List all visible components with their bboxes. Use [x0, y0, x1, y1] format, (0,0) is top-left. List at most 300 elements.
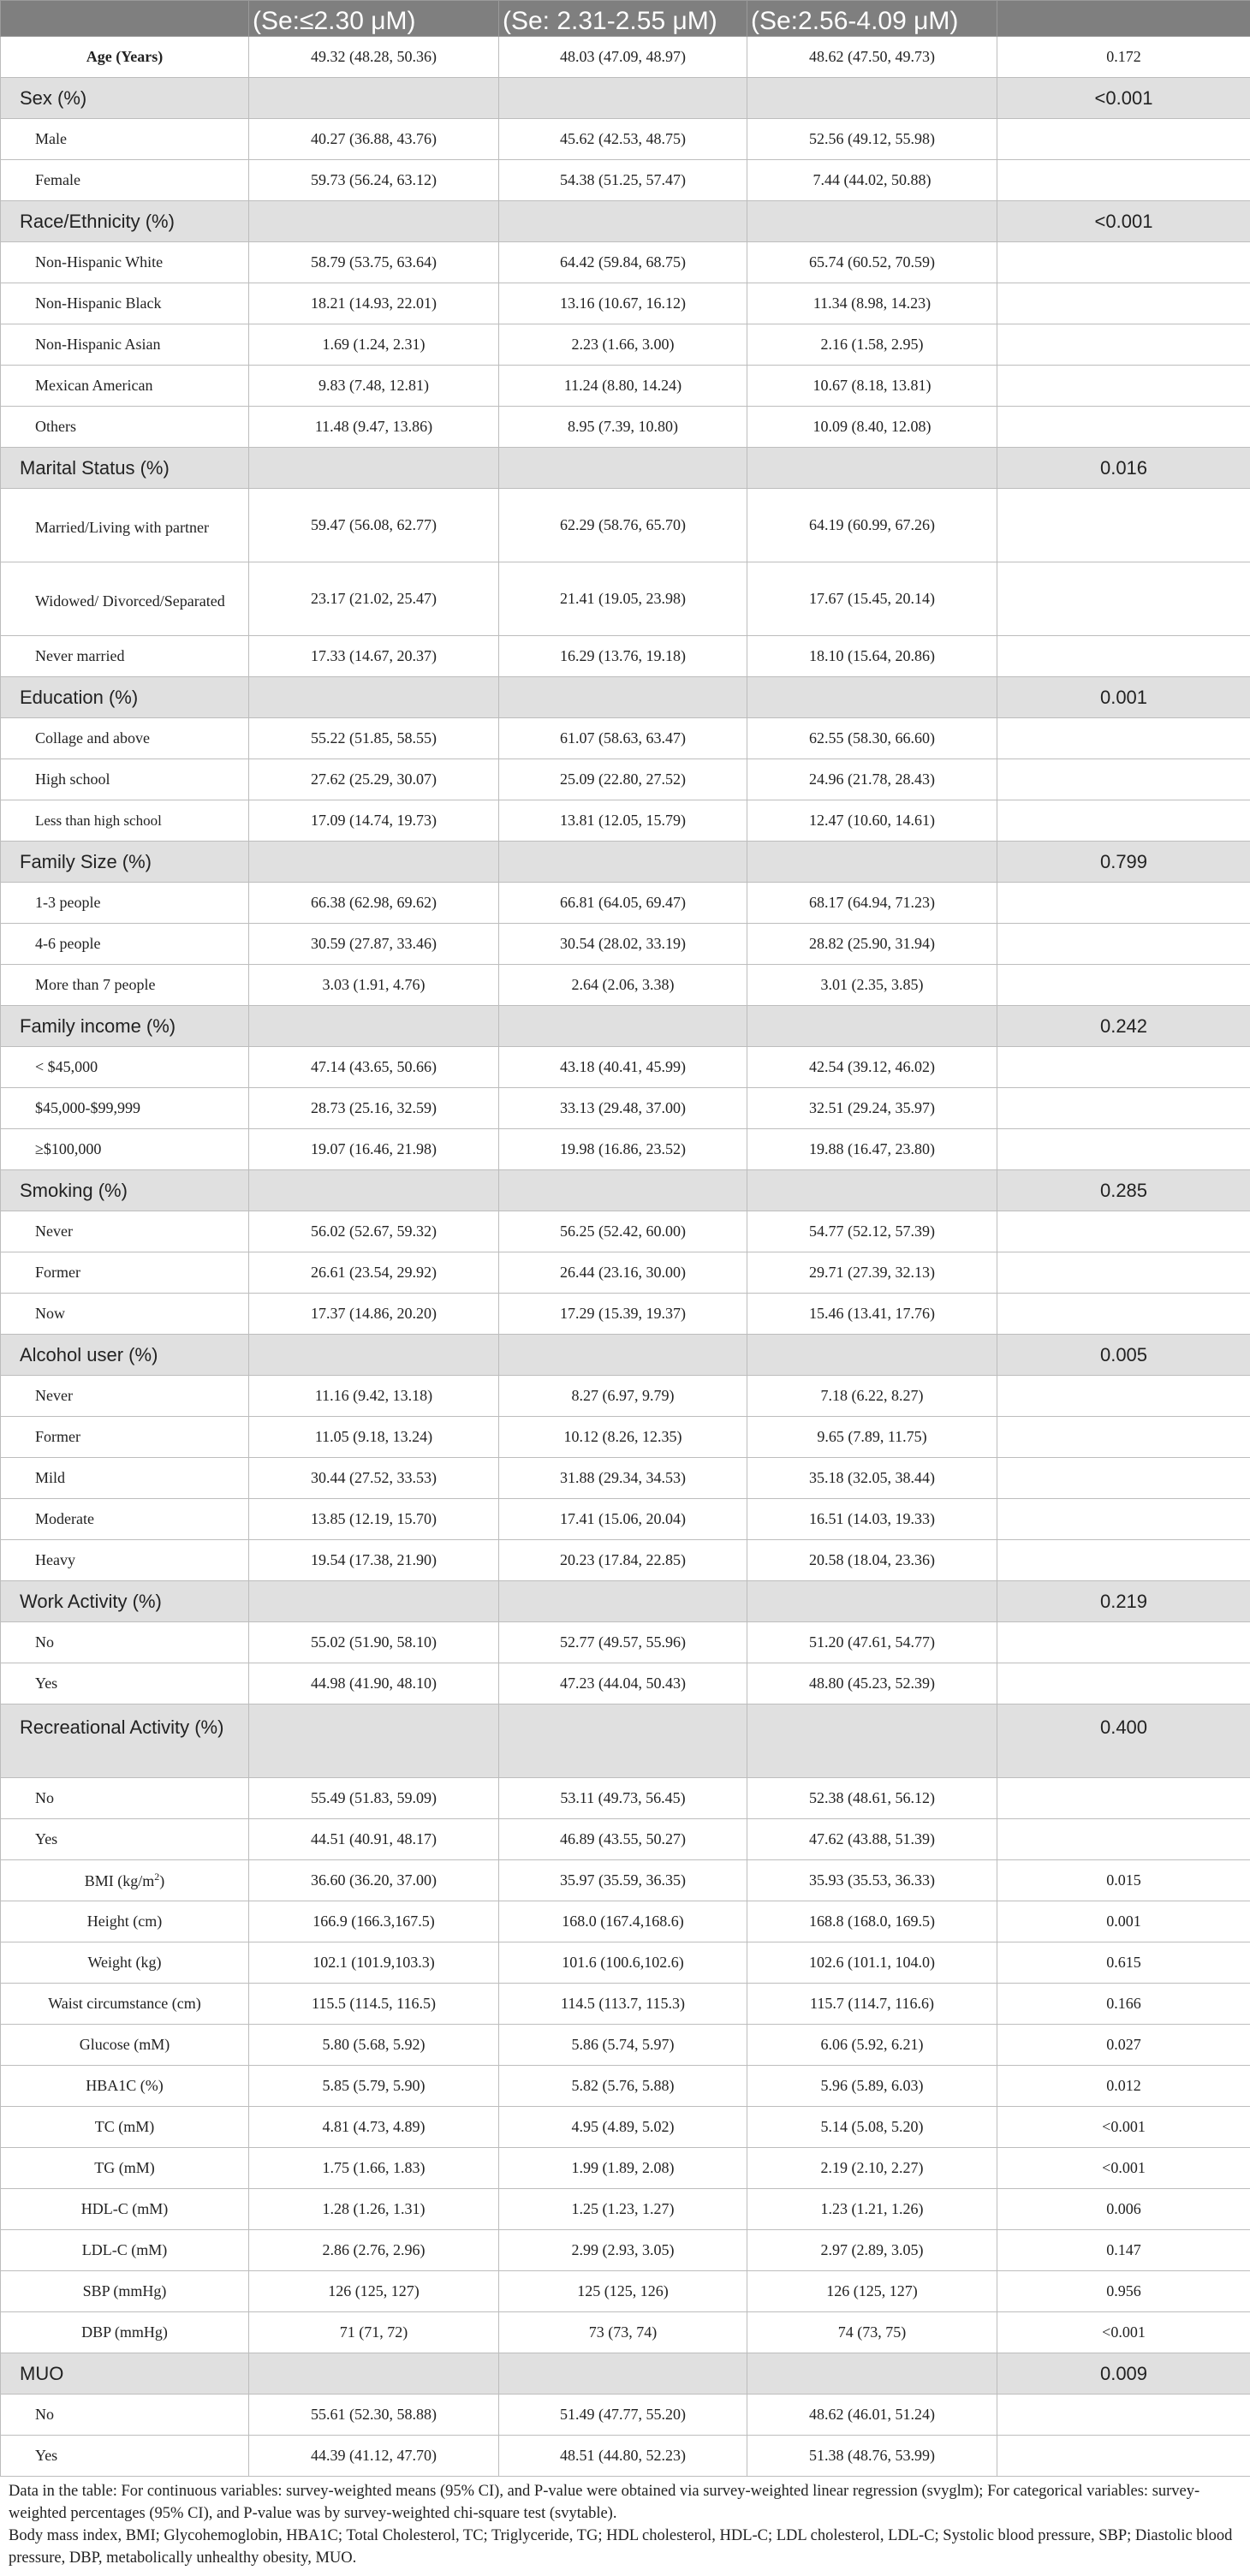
- row-label: Never married: [1, 636, 249, 677]
- table-row: [1, 2230, 1250, 2271]
- row-label: MUO: [1, 2353, 249, 2395]
- p-value: 0.147: [997, 2230, 1250, 2271]
- value-group-2: 61.07 (58.63, 63.47): [499, 718, 747, 759]
- row-label: Former: [1, 1417, 249, 1458]
- empty-cell: [249, 2353, 499, 2395]
- value-group-1: 47.14 (43.65, 50.66): [249, 1047, 499, 1088]
- row-label: DBP (mmHg): [1, 2312, 249, 2353]
- value-group-3: 7.18 (6.22, 8.27): [747, 1376, 997, 1417]
- value-group-3: 65.74 (60.52, 70.59): [747, 242, 997, 283]
- empty-cell: [747, 677, 997, 718]
- p-value: 0.001: [997, 1901, 1250, 1942]
- value-group-2: 66.81 (64.05, 69.47): [499, 883, 747, 924]
- p-value: [997, 489, 1250, 562]
- empty-cell: [499, 1006, 747, 1047]
- empty-cell: [747, 1335, 997, 1376]
- empty-cell: [499, 842, 747, 883]
- header-cell-p: [997, 1, 1250, 37]
- empty-cell: [499, 1335, 747, 1376]
- row-label: No: [1, 2395, 249, 2436]
- value-group-1: 55.49 (51.83, 59.09): [249, 1778, 499, 1819]
- empty-cell: [747, 1581, 997, 1622]
- value-group-2: 33.13 (29.48, 37.00): [499, 1088, 747, 1129]
- value-group-1: 58.79 (53.75, 63.64): [249, 242, 499, 283]
- value-group-2: 168.0 (167.4,168.6): [499, 1901, 747, 1942]
- value-group-2: 101.6 (100.6,102.6): [499, 1942, 747, 1984]
- p-value: 0.001: [997, 677, 1250, 718]
- row-label: Sex (%): [1, 78, 249, 119]
- value-group-2: 73 (73, 74): [499, 2312, 747, 2353]
- row-label: No: [1, 1778, 249, 1819]
- empty-cell: [499, 201, 747, 242]
- row-label: Yes: [1, 2436, 249, 2477]
- p-value: [997, 1819, 1250, 1860]
- table-row: [1, 562, 1250, 636]
- value-group-1: 71 (71, 72): [249, 2312, 499, 2353]
- row-label: HDL-C (mM): [1, 2189, 249, 2230]
- p-value: 0.285: [997, 1170, 1250, 1211]
- value-group-1: 4.81 (4.73, 4.89): [249, 2107, 499, 2148]
- header-cell-group-1: [249, 1, 499, 37]
- p-value: 0.242: [997, 1006, 1250, 1047]
- table-row: [1, 1252, 1250, 1294]
- value-group-3: 12.47 (10.60, 14.61): [747, 800, 997, 842]
- table-row: [1, 119, 1250, 160]
- value-group-1: 59.47 (56.08, 62.77): [249, 489, 499, 562]
- empty-cell: [249, 78, 499, 119]
- value-group-2: 45.62 (42.53, 48.75): [499, 119, 747, 160]
- p-value: [997, 283, 1250, 324]
- value-group-3: 1.23 (1.21, 1.26): [747, 2189, 997, 2230]
- value-group-1: 126 (125, 127): [249, 2271, 499, 2312]
- table-row: [1, 1540, 1250, 1581]
- p-value: [997, 1252, 1250, 1294]
- value-group-2: 56.25 (52.42, 60.00): [499, 1211, 747, 1252]
- value-group-2: 54.38 (51.25, 57.47): [499, 160, 747, 201]
- table-row: [1, 1663, 1250, 1704]
- value-group-3: 7.44 (44.02, 50.88): [747, 160, 997, 201]
- value-group-3: 10.09 (8.40, 12.08): [747, 407, 997, 448]
- header-cell-group-3: [747, 1, 997, 37]
- row-label: Work Activity (%): [1, 1581, 249, 1622]
- table-row: [1, 1942, 1250, 1984]
- value-group-2: 125 (125, 126): [499, 2271, 747, 2312]
- value-group-3: 17.67 (15.45, 20.14): [747, 562, 997, 636]
- value-group-3: 24.96 (21.78, 28.43): [747, 759, 997, 800]
- value-group-2: 5.86 (5.74, 5.97): [499, 2025, 747, 2066]
- row-label: Less than high school: [1, 800, 249, 842]
- value-group-2: 5.82 (5.76, 5.88): [499, 2066, 747, 2107]
- table-row: [1, 718, 1250, 759]
- empty-cell: [249, 842, 499, 883]
- value-group-3: 16.51 (14.03, 19.33): [747, 1499, 997, 1540]
- p-value: [997, 1088, 1250, 1129]
- value-group-1: 18.21 (14.93, 22.01): [249, 283, 499, 324]
- empty-cell: [499, 1581, 747, 1622]
- value-group-3: 32.51 (29.24, 35.97): [747, 1088, 997, 1129]
- header-group-2-label: (Se: 2.31-2.55 μM): [503, 7, 717, 35]
- empty-cell: [249, 201, 499, 242]
- table-row: [1, 1129, 1250, 1170]
- row-label: TG (mM): [1, 2148, 249, 2189]
- table-row: [1, 1211, 1250, 1252]
- section-row: [1, 842, 1250, 883]
- p-value: 0.400: [997, 1704, 1250, 1778]
- value-group-3: 52.56 (49.12, 55.98): [747, 119, 997, 160]
- p-value: <0.001: [997, 78, 1250, 119]
- row-label: Yes: [1, 1819, 249, 1860]
- value-group-3: 2.19 (2.10, 2.27): [747, 2148, 997, 2189]
- value-group-2: 8.27 (6.97, 9.79): [499, 1376, 747, 1417]
- header-cell-group-2: [499, 1, 747, 37]
- row-label: Mexican American: [1, 366, 249, 407]
- value-group-3: 2.97 (2.89, 3.05): [747, 2230, 997, 2271]
- section-row: [1, 2353, 1250, 2395]
- row-label: Others: [1, 407, 249, 448]
- section-row: [1, 677, 1250, 718]
- header-group-3-label: (Se:2.56-4.09 μM): [751, 7, 959, 35]
- p-value: [997, 562, 1250, 636]
- value-group-2: 47.23 (44.04, 50.43): [499, 1663, 747, 1704]
- p-value: 0.219: [997, 1581, 1250, 1622]
- value-group-1: 1.69 (1.24, 2.31): [249, 324, 499, 366]
- empty-cell: [249, 1581, 499, 1622]
- row-label: Smoking (%): [1, 1170, 249, 1211]
- row-label: Glucose (mM): [1, 2025, 249, 2066]
- p-value: 0.166: [997, 1984, 1250, 2025]
- row-label: 4-6 people: [1, 924, 249, 965]
- p-value: [997, 2436, 1250, 2477]
- p-value: [997, 1458, 1250, 1499]
- section-row: [1, 78, 1250, 119]
- empty-cell: [747, 448, 997, 489]
- p-value: [997, 1129, 1250, 1170]
- value-group-1: 9.83 (7.48, 12.81): [249, 366, 499, 407]
- p-value: [997, 1622, 1250, 1663]
- value-group-2: 19.98 (16.86, 23.52): [499, 1129, 747, 1170]
- value-group-2: 13.16 (10.67, 16.12): [499, 283, 747, 324]
- row-label: Heavy: [1, 1540, 249, 1581]
- table-row: [1, 1622, 1250, 1663]
- value-group-1: 11.05 (9.18, 13.24): [249, 1417, 499, 1458]
- table-row: [1, 1901, 1250, 1942]
- value-group-2: 43.18 (40.41, 45.99): [499, 1047, 747, 1088]
- p-value: [997, 160, 1250, 201]
- p-value: 0.005: [997, 1335, 1250, 1376]
- row-label: < $45,000: [1, 1047, 249, 1088]
- table-row: [1, 759, 1250, 800]
- table-row: [1, 1499, 1250, 1540]
- value-group-1: 19.54 (17.38, 21.90): [249, 1540, 499, 1581]
- empty-cell: [249, 1006, 499, 1047]
- value-group-3: 42.54 (39.12, 46.02): [747, 1047, 997, 1088]
- row-label: Non-Hispanic Black: [1, 283, 249, 324]
- section-row: [1, 1006, 1250, 1047]
- row-label: Family Size (%): [1, 842, 249, 883]
- value-group-2: 25.09 (22.80, 27.52): [499, 759, 747, 800]
- value-group-3: 52.38 (48.61, 56.12): [747, 1778, 997, 1819]
- p-value: [997, 366, 1250, 407]
- table-row: [1, 1458, 1250, 1499]
- row-label: Alcohol user (%): [1, 1335, 249, 1376]
- empty-cell: [249, 1335, 499, 1376]
- table-row: [1, 242, 1250, 283]
- value-group-1: 44.98 (41.90, 48.10): [249, 1663, 499, 1704]
- footnote-abbreviations: Body mass index, BMI; Glycohemoglobin, HBA1C; Total Cholesterol, TC; Triglyceride, TG; HDL cholesterol, HDL-C; LDL cholesterol, LDL-C; Systolic blood pressure, SBP; Diastolic blood pressure, DBP, metabolically unhealthy obesity, MUO.: [9, 2527, 1233, 2567]
- value-group-3: 74 (73, 75): [747, 2312, 997, 2353]
- value-group-2: 13.81 (12.05, 15.79): [499, 800, 747, 842]
- p-value: 0.016: [997, 448, 1250, 489]
- table-row: [1, 489, 1250, 562]
- value-group-3: 126 (125, 127): [747, 2271, 997, 2312]
- p-value: [997, 1540, 1250, 1581]
- p-value: [997, 883, 1250, 924]
- value-group-2: 35.97 (35.59, 36.35): [499, 1860, 747, 1901]
- value-group-2: 1.25 (1.23, 1.27): [499, 2189, 747, 2230]
- row-label: Moderate: [1, 1499, 249, 1540]
- value-group-1: 59.73 (56.24, 63.12): [249, 160, 499, 201]
- value-group-1: 3.03 (1.91, 4.76): [249, 965, 499, 1006]
- table-row: [1, 2066, 1250, 2107]
- value-group-3: 48.62 (46.01, 51.24): [747, 2395, 997, 2436]
- table-row: [1, 324, 1250, 366]
- p-value: [997, 1376, 1250, 1417]
- value-group-1: 1.28 (1.26, 1.31): [249, 2189, 499, 2230]
- empty-cell: [499, 78, 747, 119]
- value-group-1: 49.32 (48.28, 50.36): [249, 37, 499, 78]
- value-group-3: 51.38 (48.76, 53.99): [747, 2436, 997, 2477]
- section-row: [1, 1581, 1250, 1622]
- table-row: [1, 2436, 1250, 2477]
- value-group-3: 35.93 (35.53, 36.33): [747, 1860, 997, 1901]
- p-value: [997, 1417, 1250, 1458]
- value-group-2: 64.42 (59.84, 68.75): [499, 242, 747, 283]
- p-value: [997, 1211, 1250, 1252]
- value-group-2: 52.77 (49.57, 55.96): [499, 1622, 747, 1663]
- table-row: [1, 1047, 1250, 1088]
- p-value: [997, 324, 1250, 366]
- value-group-1: 27.62 (25.29, 30.07): [249, 759, 499, 800]
- section-row: [1, 448, 1250, 489]
- value-group-2: 8.95 (7.39, 10.80): [499, 407, 747, 448]
- p-value: [997, 759, 1250, 800]
- p-value: [997, 2395, 1250, 2436]
- p-value: [997, 1047, 1250, 1088]
- table-row: [1, 37, 1250, 78]
- row-label: More than 7 people: [1, 965, 249, 1006]
- table-row: [1, 2271, 1250, 2312]
- row-label: Waist circumstance (cm): [1, 1984, 249, 2025]
- value-group-3: 3.01 (2.35, 3.85): [747, 965, 997, 1006]
- table-header-row: [1, 1, 1250, 37]
- header-group-1-label: (Se:≤2.30 μM): [253, 7, 416, 35]
- row-label: Marital Status (%): [1, 448, 249, 489]
- table-body: [1, 1, 1250, 2477]
- table-row: [1, 2107, 1250, 2148]
- table-row: [1, 800, 1250, 842]
- value-group-3: 168.8 (168.0, 169.5): [747, 1901, 997, 1942]
- row-label: TC (mM): [1, 2107, 249, 2148]
- value-group-1: 44.39 (41.12, 47.70): [249, 2436, 499, 2477]
- value-group-3: 5.96 (5.89, 6.03): [747, 2066, 997, 2107]
- value-group-2: 2.99 (2.93, 3.05): [499, 2230, 747, 2271]
- table-row: [1, 636, 1250, 677]
- value-group-2: 2.64 (2.06, 3.38): [499, 965, 747, 1006]
- value-group-2: 51.49 (47.77, 55.20): [499, 2395, 747, 2436]
- value-group-3: 35.18 (32.05, 38.44): [747, 1458, 997, 1499]
- empty-cell: [747, 1170, 997, 1211]
- row-label: Education (%): [1, 677, 249, 718]
- value-group-1: 11.48 (9.47, 13.86): [249, 407, 499, 448]
- p-value: 0.172: [997, 37, 1250, 78]
- value-group-3: 48.80 (45.23, 52.39): [747, 1663, 997, 1704]
- row-label: Recreational Activity (%): [1, 1704, 249, 1778]
- value-group-1: 11.16 (9.42, 13.18): [249, 1376, 499, 1417]
- row-label: Never: [1, 1376, 249, 1417]
- row-label: Age (Years): [1, 37, 249, 78]
- p-value: 0.956: [997, 2271, 1250, 2312]
- empty-cell: [499, 448, 747, 489]
- table-row: [1, 1984, 1250, 2025]
- value-group-2: 20.23 (17.84, 22.85): [499, 1540, 747, 1581]
- row-label: $45,000-$99,999: [1, 1088, 249, 1129]
- empty-cell: [249, 448, 499, 489]
- value-group-1: 166.9 (166.3,167.5): [249, 1901, 499, 1942]
- empty-cell: [499, 1704, 747, 1778]
- section-row: [1, 1335, 1250, 1376]
- row-label: LDL-C (mM): [1, 2230, 249, 2271]
- p-value: [997, 800, 1250, 842]
- row-label: SBP (mmHg): [1, 2271, 249, 2312]
- value-group-2: 48.51 (44.80, 52.23): [499, 2436, 747, 2477]
- row-label-superscript: 2: [154, 1871, 160, 1883]
- empty-cell: [747, 201, 997, 242]
- value-group-1: 13.85 (12.19, 15.70): [249, 1499, 499, 1540]
- value-group-3: 64.19 (60.99, 67.26): [747, 489, 997, 562]
- empty-cell: [499, 2353, 747, 2395]
- row-label: Race/Ethnicity (%): [1, 201, 249, 242]
- value-group-1: 5.80 (5.68, 5.92): [249, 2025, 499, 2066]
- table-row: [1, 1088, 1250, 1129]
- row-label: Family income (%): [1, 1006, 249, 1047]
- value-group-3: 11.34 (8.98, 14.23): [747, 283, 997, 324]
- value-group-2: 17.41 (15.06, 20.04): [499, 1499, 747, 1540]
- p-value: [997, 965, 1250, 1006]
- empty-cell: [747, 2353, 997, 2395]
- table-row: [1, 283, 1250, 324]
- value-group-3: 20.58 (18.04, 23.36): [747, 1540, 997, 1581]
- value-group-1: 56.02 (52.67, 59.32): [249, 1211, 499, 1252]
- row-label: Never: [1, 1211, 249, 1252]
- value-group-1: 66.38 (62.98, 69.62): [249, 883, 499, 924]
- value-group-3: 102.6 (101.1, 104.0): [747, 1942, 997, 1984]
- table-row: [1, 1860, 1250, 1901]
- row-label: HBA1C (%): [1, 2066, 249, 2107]
- p-value: [997, 636, 1250, 677]
- row-label: Collage and above: [1, 718, 249, 759]
- row-label: Non-Hispanic Asian: [1, 324, 249, 366]
- value-group-3: 15.46 (13.41, 17.76): [747, 1294, 997, 1335]
- value-group-1: 102.1 (101.9,103.3): [249, 1942, 499, 1984]
- value-group-3: 6.06 (5.92, 6.21): [747, 2025, 997, 2066]
- row-label: ≥$100,000: [1, 1129, 249, 1170]
- row-label: Female: [1, 160, 249, 201]
- table-row: [1, 2395, 1250, 2436]
- p-value: [997, 407, 1250, 448]
- value-group-1: 5.85 (5.79, 5.90): [249, 2066, 499, 2107]
- value-group-1: 55.02 (51.90, 58.10): [249, 1622, 499, 1663]
- value-group-2: 4.95 (4.89, 5.02): [499, 2107, 747, 2148]
- section-row: [1, 201, 1250, 242]
- table-row: [1, 407, 1250, 448]
- row-label: [1, 1860, 249, 1901]
- value-group-3: 47.62 (43.88, 51.39): [747, 1819, 997, 1860]
- empty-cell: [499, 677, 747, 718]
- value-group-1: 17.09 (14.74, 19.73): [249, 800, 499, 842]
- row-label: No: [1, 1622, 249, 1663]
- value-group-3: 9.65 (7.89, 11.75): [747, 1417, 997, 1458]
- table-row: [1, 883, 1250, 924]
- value-group-3: 48.62 (47.50, 49.73): [747, 37, 997, 78]
- footnote-definitions: Data in the table: For continuous variables: survey-weighted means (95% CI), and P-value were obtained via survey-weighted linear regression (svyglm); For categorical variables: survey-weighted percentages (95% CI), and P-value was by survey-weighted chi-square test (svytable).: [9, 2483, 1200, 2522]
- value-group-1: 17.37 (14.86, 20.20): [249, 1294, 499, 1335]
- value-group-2: 21.41 (19.05, 23.98): [499, 562, 747, 636]
- p-value: 0.799: [997, 842, 1250, 883]
- p-value: 0.009: [997, 2353, 1250, 2395]
- value-group-2: 10.12 (8.26, 12.35): [499, 1417, 747, 1458]
- table-row: [1, 1417, 1250, 1458]
- value-group-1: 44.51 (40.91, 48.17): [249, 1819, 499, 1860]
- row-label: Weight (kg): [1, 1942, 249, 1984]
- row-label: High school: [1, 759, 249, 800]
- value-group-1: 26.61 (23.54, 29.92): [249, 1252, 499, 1294]
- row-label: Married/Living with partner: [1, 489, 249, 562]
- empty-cell: [747, 78, 997, 119]
- table-row: [1, 1778, 1250, 1819]
- table-row: [1, 924, 1250, 965]
- row-label: Now: [1, 1294, 249, 1335]
- row-label: Widowed/ Divorced/Separated: [1, 562, 249, 636]
- value-group-1: 30.59 (27.87, 33.46): [249, 924, 499, 965]
- value-group-1: 19.07 (16.46, 21.98): [249, 1129, 499, 1170]
- value-group-3: 115.7 (114.7, 116.6): [747, 1984, 997, 2025]
- row-label: Height (cm): [1, 1901, 249, 1942]
- row-label: Former: [1, 1252, 249, 1294]
- value-group-3: 62.55 (58.30, 66.60): [747, 718, 997, 759]
- p-value: [997, 924, 1250, 965]
- p-value: <0.001: [997, 201, 1250, 242]
- value-group-3: 2.16 (1.58, 2.95): [747, 324, 997, 366]
- p-value: [997, 718, 1250, 759]
- table-row: [1, 1294, 1250, 1335]
- row-label-text: BMI (kg/m: [84, 1872, 155, 1889]
- value-group-3: 18.10 (15.64, 20.86): [747, 636, 997, 677]
- value-group-2: 26.44 (23.16, 30.00): [499, 1252, 747, 1294]
- empty-cell: [499, 1170, 747, 1211]
- value-group-2: 2.23 (1.66, 3.00): [499, 324, 747, 366]
- value-group-2: 17.29 (15.39, 19.37): [499, 1294, 747, 1335]
- value-group-3: 10.67 (8.18, 13.81): [747, 366, 997, 407]
- value-group-3: 19.88 (16.47, 23.80): [747, 1129, 997, 1170]
- value-group-2: 62.29 (58.76, 65.70): [499, 489, 747, 562]
- value-group-2: 31.88 (29.34, 34.53): [499, 1458, 747, 1499]
- value-group-2: 48.03 (47.09, 48.97): [499, 37, 747, 78]
- row-label-suffix: ): [159, 1872, 165, 1889]
- empty-cell: [747, 1704, 997, 1778]
- value-group-3: 5.14 (5.08, 5.20): [747, 2107, 997, 2148]
- value-group-1: 55.22 (51.85, 58.55): [249, 718, 499, 759]
- value-group-2: 53.11 (49.73, 56.45): [499, 1778, 747, 1819]
